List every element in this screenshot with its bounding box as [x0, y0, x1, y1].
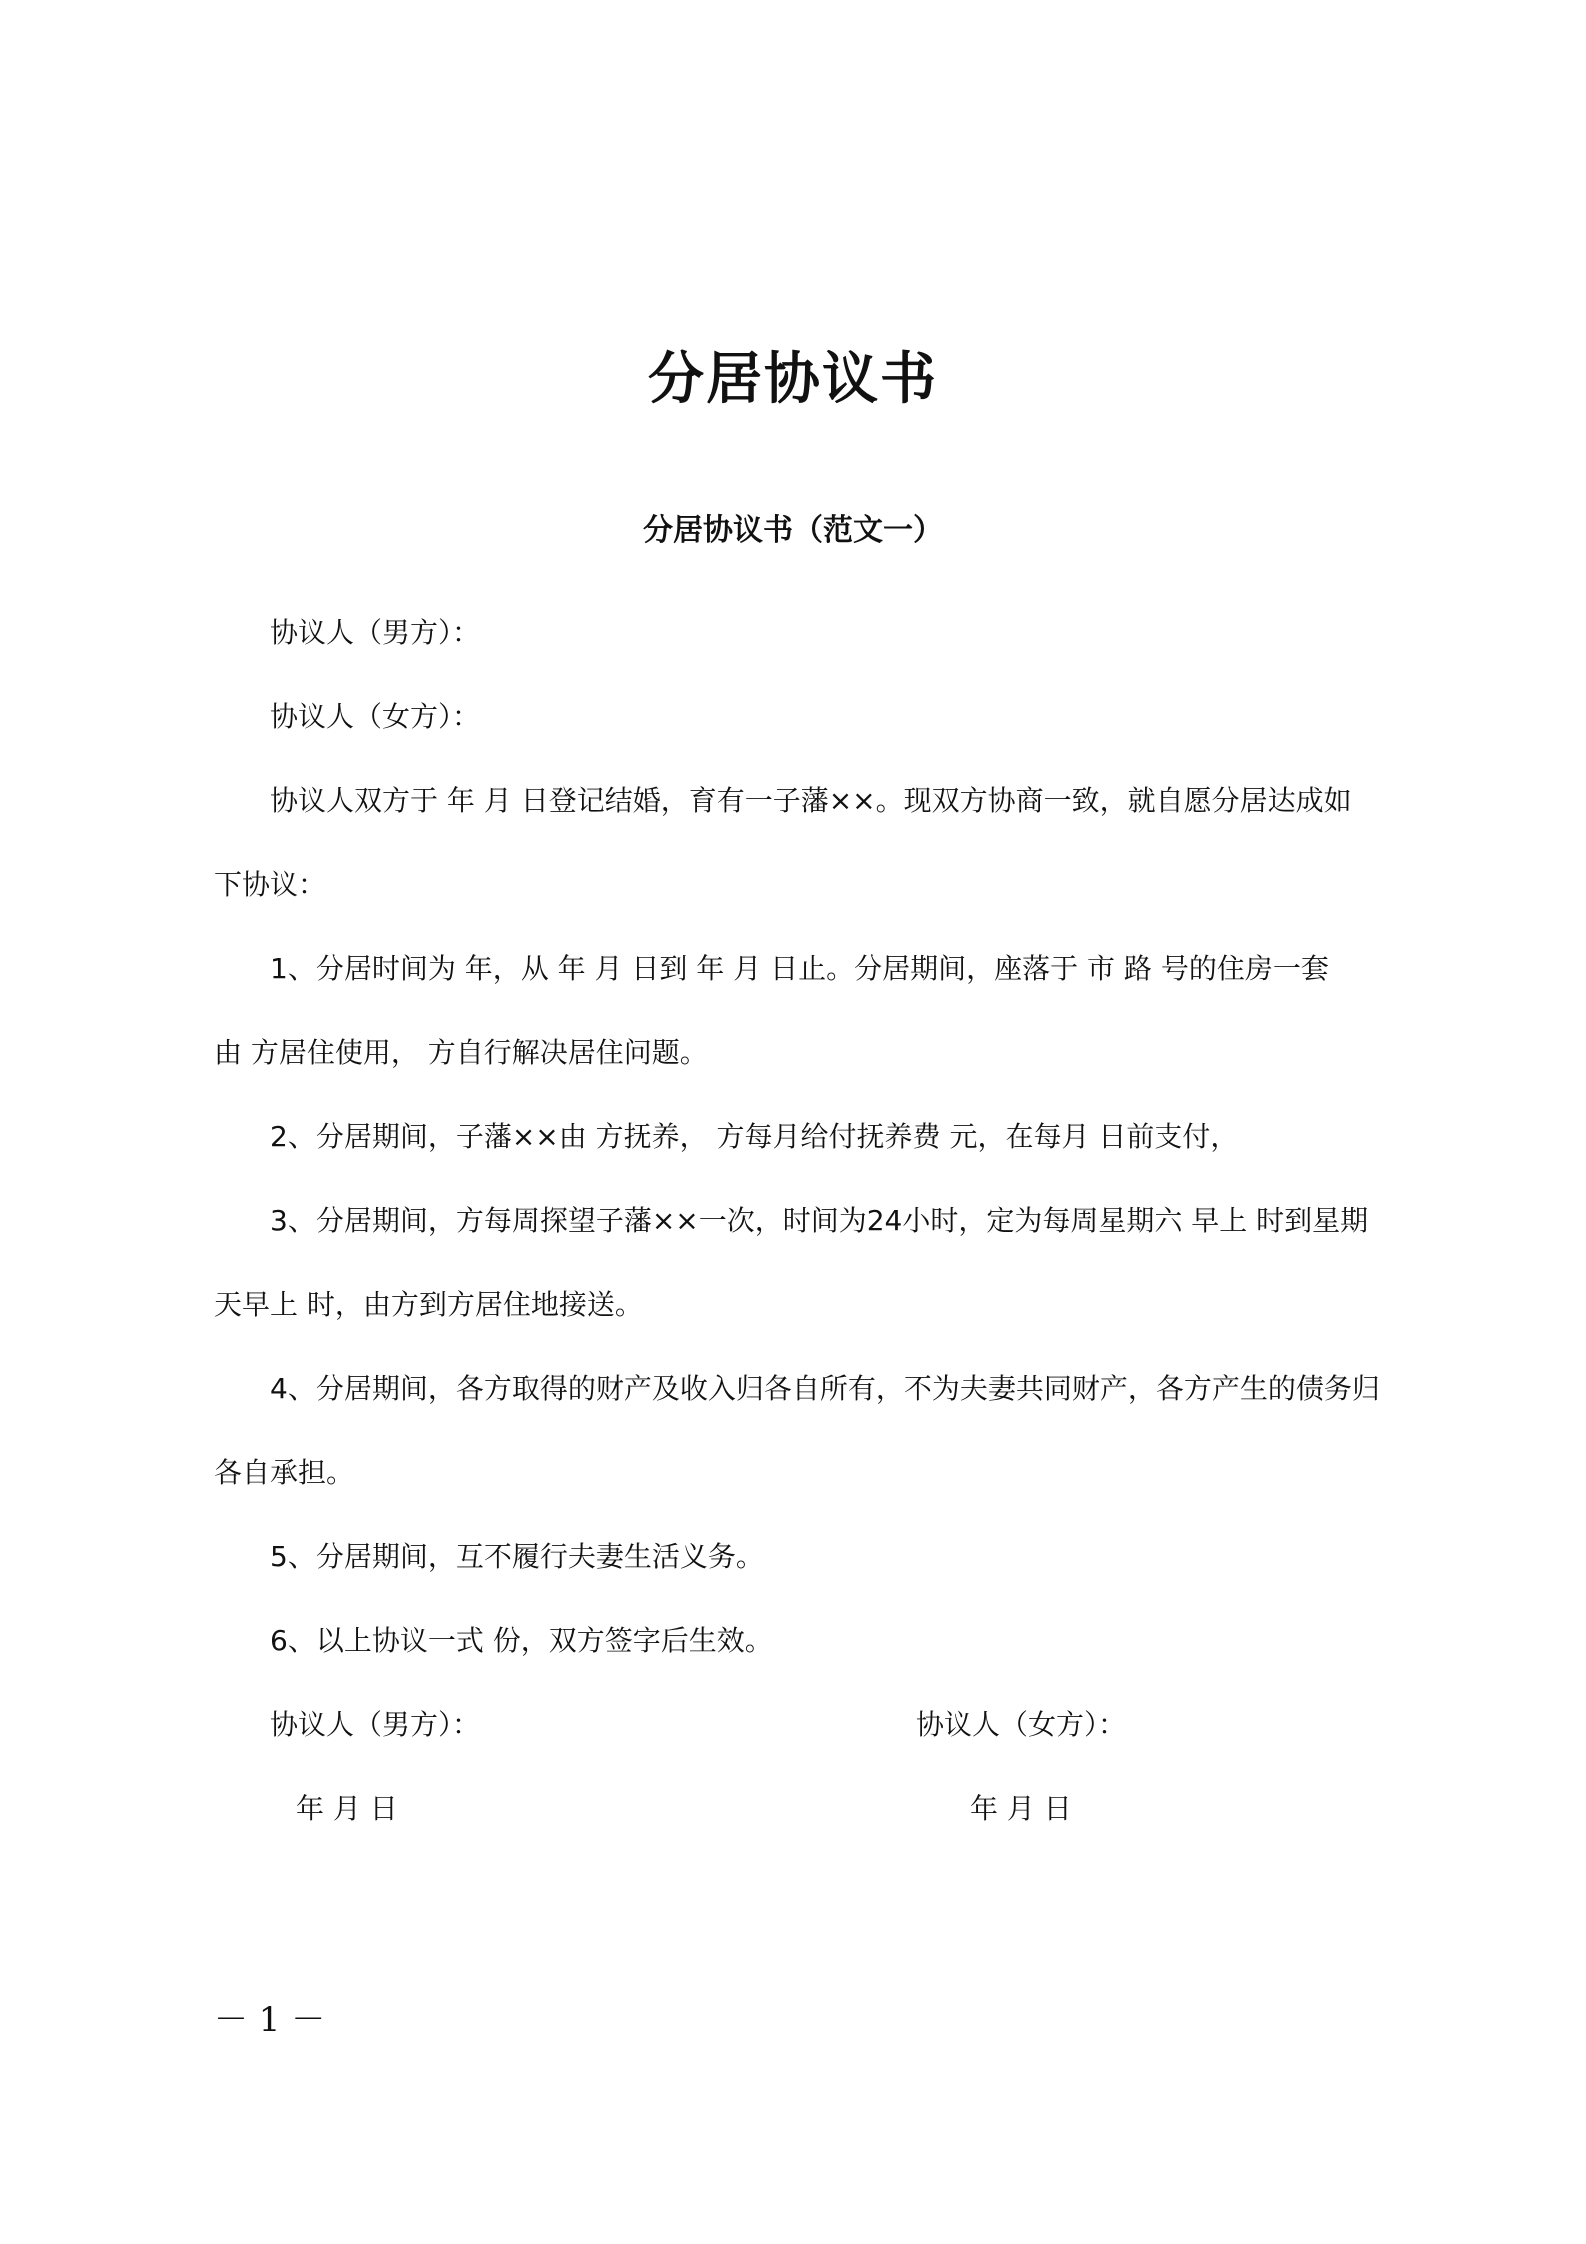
- clause-3-line-2: 天早上 时，由方到方居住地接送。: [214, 1288, 643, 1321]
- preamble-line-1: 协议人双方于 年 月 日登记结婚，育有一子藩××。现双方协商一致，就自愿分居达成如: [270, 784, 1352, 817]
- clause-4-line-2: 各自承担。: [214, 1456, 355, 1489]
- signature-female-date: 年 月 日: [970, 1792, 1072, 1825]
- page-number: － 1 －: [214, 2000, 326, 2040]
- clause-3-line-1: 3、分居期间，方每周探望子藩××一次，时间为24小时，定为每周星期六 早上 时到星期: [270, 1204, 1369, 1237]
- clause-1-line-2: 由 方居住使用， 方自行解决居住问题。: [214, 1036, 708, 1069]
- clause-2-line: 2、分居期间，子藩××由 方抚养， 方每月给付抚养费 元，在每月 日前支付，: [270, 1120, 1239, 1153]
- signature-male-date: 年 月 日: [296, 1792, 398, 1825]
- document-title: 分居协议书: [648, 347, 938, 412]
- signature-male-label: 协议人（男方）：: [270, 1708, 481, 1741]
- clause-5-line: 5、分居期间，互不履行夫妻生活义务。: [270, 1540, 764, 1573]
- party-female-line: 协议人（女方）：: [270, 700, 481, 733]
- clause-1-line-1: 1、分居时间为 年，从 年 月 日到 年 月 日止。分居期间，座落于 市 路 号的住房一套: [270, 952, 1329, 985]
- document-subtitle: 分居协议书（范文一）: [643, 513, 943, 548]
- clause-6-line: 6、以上协议一式 份，双方签字后生效。: [270, 1624, 773, 1657]
- preamble-line-2: 下协议：: [214, 868, 327, 901]
- party-male-line: 协议人（男方）：: [270, 616, 481, 649]
- clause-4-line-1: 4、分居期间，各方取得的财产及收入归各自所有，不为夫妻共同财产，各方产生的债务归: [270, 1372, 1380, 1405]
- signature-female-label: 协议人（女方）：: [916, 1708, 1127, 1741]
